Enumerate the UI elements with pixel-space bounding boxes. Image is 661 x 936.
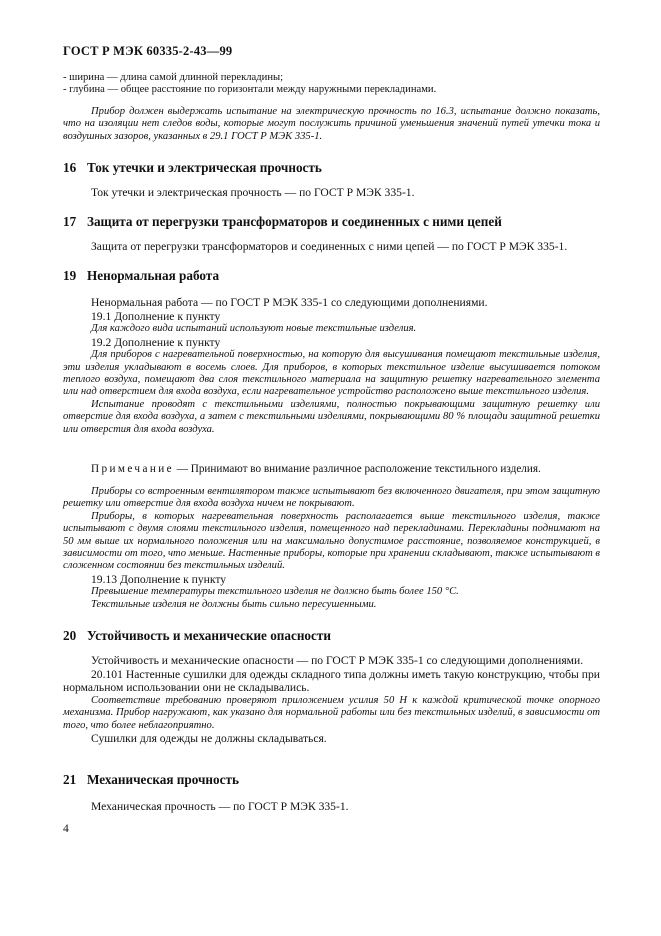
section-number: 17	[63, 214, 77, 229]
section-number: 21	[63, 772, 77, 787]
clause-19-1: 19.1 Дополнение к пункту	[91, 309, 221, 323]
intro-line-depth: - глубина — общее расстояние по горизонтали между наружными перекладинами.	[63, 84, 437, 96]
clause-19-2: 19.2 Дополнение к пункту	[91, 335, 221, 349]
intro-line-width: - ширина — длина самой длинной перекладины;	[63, 72, 284, 83]
section-19-heading	[63, 268, 600, 283]
section-title: Ненормальная работа	[87, 268, 220, 283]
clause-19-13: 19.13 Дополнение к пункту	[91, 572, 227, 586]
section-19-body	[63, 296, 600, 436]
clause-19-13-overdry: Текстильные изделия не должны быть сильно пересушенными.	[91, 598, 377, 610]
clause-19-1-text: Для каждого вида испытаний используют новые текстильные изделия.	[91, 323, 417, 335]
section-21-text: Механическая прочность — по ГОСТ Р МЭК 335-1.	[91, 800, 349, 813]
page-number: 4	[63, 822, 69, 835]
section-title: Устойчивость и механические опасности	[87, 628, 331, 643]
section-number: 19	[63, 268, 77, 283]
section-number: 20	[63, 628, 77, 643]
page-header: ГОСТ Р МЭК 60335-2-43—99	[63, 44, 233, 58]
section-17-heading	[63, 214, 600, 229]
section-16-heading	[63, 160, 600, 175]
intro-test-block	[63, 106, 600, 143]
clause-19-2-paragraph-1: Для приборов с нагревательной поверхностью, на которую для высушивания помещают текстильные изделия, эти изделия укладывают в восемь слоев. Для приборов, в которых текстильное изделие высушивается потоком теплого воздуха, помещают два слоя текстильного материала на защитную решетку нагревательного элемента или над отверстием для входа воздуха, если нагревательное устройство расположено выше текстильного изделия.	[63, 349, 600, 398]
clause-20-101: 20.101 Настенные сушилки для одежды складного типа должны иметь такую конструкцию, чтобы при нормальном использовании они не складывались.	[63, 667, 600, 695]
fan-paragraph: Приборы со встроенным вентилятором также испытывают без включенного двигателя, при этом защитную решетку или отверстие для входа воздуха ничем не покрывают.	[63, 486, 600, 510]
clause-19-2-paragraph-2: Испытание проводят с текстильными изделиями, полностью покрывающими защитную решетку или отверстие для входа воздуха, а затем с текстильными изделиями, покрывающими 80 % площади защитной решетки или отверстия для входа воздуха.	[63, 398, 600, 435]
section-20-body	[63, 654, 600, 746]
clause-19-13-temperature: Превышение температуры текстильного изделия не должно быть более 150 °С.	[91, 586, 459, 598]
section-17-text: Защита от перегрузки трансформаторов и соединенных с ними цепей — по ГОСТ Р МЭК 335-1.	[91, 240, 568, 253]
note-block	[63, 463, 600, 477]
electric-strength-test-paragraph: Прибор должен выдержать испытание на электрическую прочность по 16.3, испытание должно показать, что на изоляции нет следов воды, которые могут послужить причиной уменьшения значений путей утечки тока и воздушных зазоров, указанных в 29.1 ГОСТ Р МЭК 335-1.	[63, 106, 600, 142]
clause-20-101-result: Сушилки для одежды не должны складываться.	[91, 732, 327, 745]
heat-surface-paragraph: Приборы, в которых нагревательная поверхность располагается выше текстильного изделия, также испытывают с двумя слоями текстильного изделия, помещенного над перекладинами. Перекладины поднимают на 50 мм выше их нормального положения или на максимально допустимое расстояние, позволяемое конструкцией, в зависимости от того, что меньше. Настенные приборы, которые при хранении складывают, также испытывают в сложенном состоянии без текстильных изделий.	[63, 510, 600, 572]
section-16-body	[63, 186, 600, 200]
fan-heat-block	[63, 486, 600, 611]
intro-block	[63, 72, 600, 97]
clause-20-101-compliance: Соответствие требованию проверяют приложением усилия 50 Н к каждой критической точке опорного механизма. Прибор нагружают, как указано для нормальной работы или без текстильных изделий, в зависимости от того, что более неблагоприятно.	[63, 694, 600, 731]
section-19-text: Ненормальная работа — по ГОСТ Р МЭК 335-1 со следующими дополнениями.	[91, 296, 488, 309]
section-title: Ток утечки и электрическая прочность	[87, 160, 322, 175]
section-number: 16	[63, 160, 77, 175]
section-21-body	[63, 800, 600, 814]
section-title: Механическая прочность	[87, 772, 239, 787]
note-label: Примечание	[91, 463, 174, 475]
section-title: Защита от перегрузки трансформаторов и соединенных с ними цепей	[87, 214, 502, 229]
section-20-text: Устойчивость и механические опасности — по ГОСТ Р МЭК 335-1 со следующими дополнениями.	[91, 654, 584, 667]
note-text: — Принимают во внимание различное расположение текстильного изделия.	[173, 463, 541, 475]
section-17-body	[63, 240, 600, 254]
section-20-heading	[63, 628, 600, 643]
section-21-heading	[63, 772, 600, 787]
section-16-text: Ток утечки и электрическая прочность — по ГОСТ Р МЭК 335-1.	[91, 186, 415, 199]
